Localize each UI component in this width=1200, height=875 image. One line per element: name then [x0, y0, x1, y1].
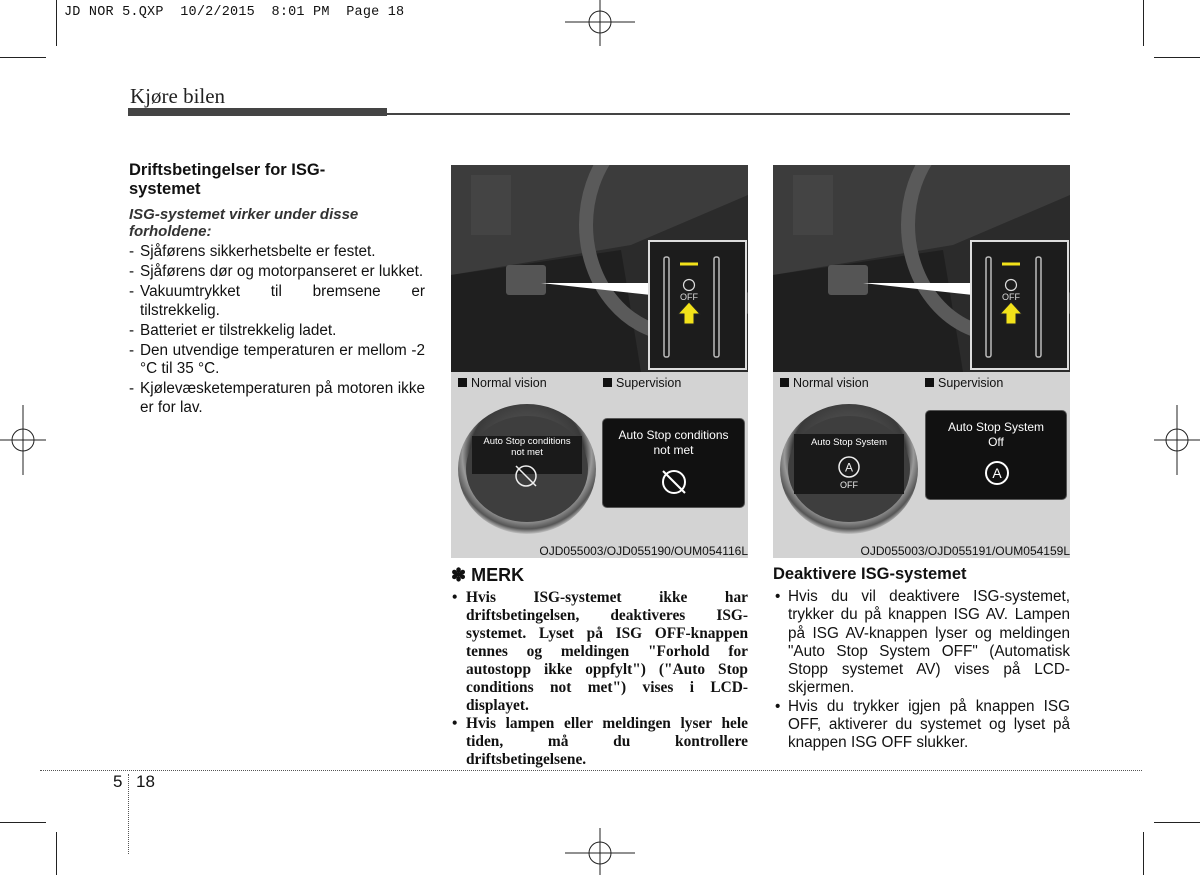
square-bullet-icon	[925, 378, 934, 387]
registration-mark-bottom	[565, 828, 635, 875]
conditions-list	[129, 243, 425, 417]
list-item: - Batteriet er tilstrekkelig ladet.	[129, 322, 425, 341]
crop-mark	[0, 822, 46, 823]
crop-mark	[1154, 57, 1200, 58]
isg-disabled-icon	[658, 466, 690, 498]
crop-mark	[56, 832, 57, 875]
off-label: OFF	[1002, 292, 1020, 302]
svg-text:A: A	[992, 465, 1002, 481]
footer-divider	[40, 770, 1142, 771]
note-title: ✽ MERK	[451, 565, 525, 585]
registration-mark-top	[565, 0, 635, 46]
deactivate-item: • Hvis du vil deaktivere ISG-systemet, trykker du på knappen ISG AV. Lampen på ISG AV-knappen lyser og meldingen "Auto Stop System OFF" (Automatisk Stopp systemet AV) vises på LCD-skjermen.	[773, 588, 1070, 698]
gauge-message: Auto Stop System	[810, 437, 888, 448]
gauge-normal-vision	[458, 404, 596, 534]
print-slug: JD NOR 5.QXP 10/2/2015 8:01 PM Page 18	[64, 5, 405, 20]
footer-divider-vertical	[128, 774, 129, 854]
section-title: Kjøre bilen	[130, 84, 226, 108]
supervision-caption: Supervision	[603, 376, 681, 390]
note-list	[451, 589, 748, 769]
title-bar-thick	[128, 108, 387, 116]
figure-code: OJD055003/OJD055191/OUM054159L	[860, 544, 1070, 558]
lcd-message: Auto Stop System Off	[947, 420, 1045, 449]
crop-mark	[1143, 0, 1144, 46]
normal-vision-caption: Normal vision	[458, 376, 547, 390]
svg-text:A: A	[844, 460, 854, 475]
isg-button-inset	[970, 240, 1069, 370]
crop-mark	[1154, 822, 1200, 823]
operating-conditions-heading: Driftsbetingelser for ISG- systemet	[129, 161, 326, 198]
note-item: • Hvis ISG-systemet ikke har driftsbetingelsen, deaktiveres ISG-systemet. Lyset på ISG OFF-knappen tennes og meldingen "Forhold for autostopp ikke oppfylt") ("Auto Stop conditions not met") vises i LCD-displayet.	[451, 589, 748, 715]
deactivate-section	[773, 565, 1070, 753]
deactivate-heading: Deaktivere ISG-systemet	[773, 565, 967, 583]
title-bar-thin	[387, 113, 1070, 115]
note-item: • Hvis lampen eller meldingen lyser hele tiden, må du kontrollere driftsbetingelsene.	[451, 715, 748, 769]
button-panel-illustration	[972, 242, 1067, 368]
list-item: - Den utvendige temperaturen er mellom -2 °C til 35 °C.	[129, 342, 425, 379]
crop-mark	[56, 0, 57, 46]
gauge-normal-vision	[780, 404, 918, 534]
registration-mark-right	[1154, 405, 1200, 475]
square-bullet-icon	[603, 378, 612, 387]
registration-mark-left	[0, 405, 46, 475]
lcd-message: Auto Stop conditions not met	[618, 428, 729, 457]
button-panel-illustration	[650, 242, 745, 368]
crop-mark	[1143, 832, 1144, 875]
list-item: - Kjølevæsketemperaturen på motoren ikke er for lav.	[129, 380, 425, 417]
supervision-lcd	[925, 410, 1067, 500]
page-number: 18	[136, 772, 155, 791]
figure-code: OJD055003/OJD055190/OUM054116L	[539, 544, 748, 558]
off-label: OFF	[680, 292, 698, 302]
isg-button-inset	[648, 240, 747, 370]
list-item: - Sjåførens sikkerhetsbelte er festet.	[129, 243, 425, 262]
supervision-lcd	[602, 418, 745, 508]
isg-disabled-icon	[510, 460, 542, 492]
gauge-off-label: OFF	[840, 480, 858, 490]
deactivate-item: • Hvis du trykker igjen på knappen ISG OFF, aktiverer du systemet og lyset på knappen ISG OFF slukker.	[773, 698, 1070, 753]
isg-a-icon	[836, 454, 862, 480]
list-item: - Sjåførens dør og motorpanseret er lukket.	[129, 263, 425, 282]
list-item: - Vakuumtrykket til bremsene er tilstrekkelig.	[129, 283, 425, 320]
square-bullet-icon	[780, 378, 789, 387]
note-section	[451, 565, 748, 769]
crop-mark	[0, 57, 46, 58]
square-bullet-icon	[458, 378, 467, 387]
supervision-caption: Supervision	[925, 376, 1003, 390]
gauge-message: Auto Stop conditions not met	[483, 436, 571, 458]
isg-a-icon	[982, 458, 1012, 488]
deactivate-list	[773, 588, 1070, 753]
operating-conditions-section	[129, 161, 425, 419]
page-chapter: 5	[113, 772, 123, 791]
normal-vision-caption: Normal vision	[780, 376, 869, 390]
operating-conditions-subheading: ISG-systemet virker under disse forholdene:	[129, 206, 359, 240]
